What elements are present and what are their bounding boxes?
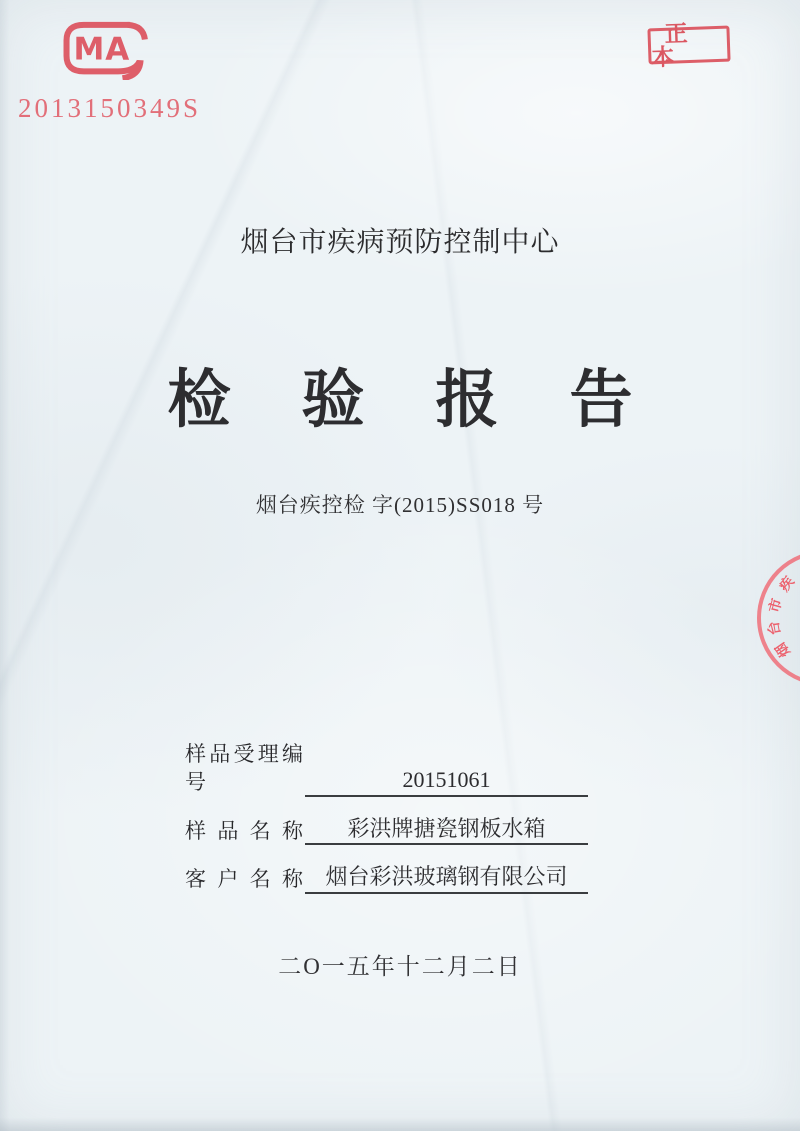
field-value-underline: 烟台彩洪玻璃钢有限公司 [305, 863, 588, 894]
organization-title: 烟台市疾病预防控制中心 [240, 227, 560, 258]
field-row-sample-name [185, 815, 588, 846]
field-label: 样品名称 [185, 818, 303, 843]
field-row-sample-acceptance-number [185, 740, 588, 797]
report-title: 检验报告 [167, 365, 704, 435]
seal-character: 台 [766, 619, 785, 637]
field-row-client-name [185, 863, 588, 894]
sample-info-fields [185, 740, 588, 912]
official-round-seal [757, 550, 800, 686]
certificate-serial-number: 2013150349S [18, 93, 202, 123]
cma-logo-icon [56, 18, 158, 80]
field-value-underline: 彩洪牌搪瓷钢板水箱 [305, 815, 588, 846]
field-value-underline: 20151061 [305, 766, 588, 797]
field-label: 样品受理编号 [185, 742, 303, 795]
seal-character: 疾 [777, 574, 798, 595]
report-document-number: 烟台疾控检 字(2015)SS018 号 [255, 493, 545, 517]
seal-character: 烟 [773, 639, 794, 660]
original-copy-stamp [647, 20, 730, 71]
original-copy-stamp-label: 正本 [650, 20, 703, 71]
seal-character: 市 [767, 597, 786, 615]
field-label: 客户名称 [185, 867, 303, 892]
issue-date: 二O一五年十二月二日 [278, 954, 522, 979]
cma-accreditation-stamp-icon [56, 18, 158, 80]
svg-text:MA: MA [73, 31, 131, 68]
